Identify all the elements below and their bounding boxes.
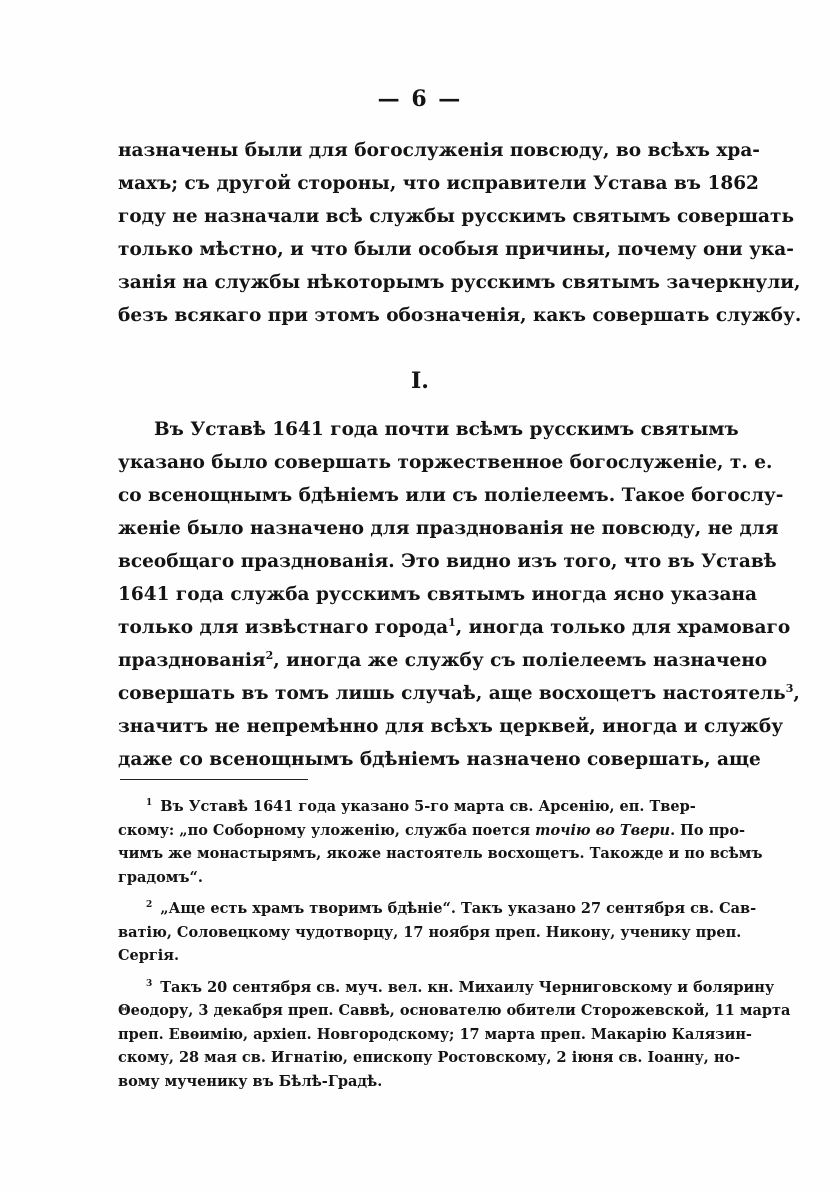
text-segment: празднованія — [118, 650, 266, 671]
text-line: всеобщаго празднованія. Это видно изъ того, что въ Уставѣ — [118, 551, 777, 572]
page-number: — 6 — — [377, 86, 463, 112]
text-line: даже со всенощнымъ бдѣніемъ назначено совершать, аще — [118, 749, 761, 770]
text-segment: , иногда только для храмоваго — [455, 617, 791, 638]
footnote-text: . По про- — [670, 821, 746, 839]
footnote-1-line: градомъ“. — [118, 868, 203, 886]
text-line: 1641 года служба русскимъ святымъ иногда ясно указана — [118, 584, 758, 605]
section-heading: I. — [411, 368, 429, 394]
text-line: году не назначали всѣ службы русскимъ святымъ совершать — [118, 206, 794, 227]
footnote-2-line: Сергія. — [118, 947, 180, 964]
footnote-ref[interactable]: 1 — [448, 615, 456, 629]
text-line: Въ Уставѣ 1641 года почти всѣмъ русскимъ святымъ — [154, 419, 739, 440]
footnote-divider — [120, 779, 308, 780]
text-segment: , — [793, 683, 800, 704]
text-line: безъ всякаго при этомъ обозначенія, какъ совершать службу. — [118, 305, 802, 326]
footnote-gap — [118, 889, 690, 897]
footnote-marker: 1 — [146, 798, 153, 809]
footnote-2-line: ватію, Соловецкому чудотворцу, 17 ноября преп. Никону, ученику преп. — [118, 923, 742, 941]
text-segment: только для извѣстнаго города — [118, 617, 449, 638]
footnote-text: Такъ 20 сентября св. муч. вел. кн. Михаилу Черниговскому и болярину — [160, 978, 775, 996]
text-line: махъ; съ другой стороны, что исправители Устава въ 1862 — [118, 173, 759, 194]
footnote-3-line: скому, 28 мая св. Игнатію, епископу Ростовскому, 2 іюня св. Іоанну, но- — [118, 1049, 741, 1066]
text-segment: совершать въ томъ лишь случаѣ, аще восхощетъ настоятель — [118, 683, 786, 704]
text-line — [118, 611, 791, 644]
footnote-1-line: чимъ же монастырямъ, якоже настоятель восхощетъ. Такожде и по всѣмъ — [118, 845, 763, 862]
main-paragraph — [118, 413, 800, 776]
text-line: только мѣстно, и что были особыя причины, почему они ука- — [118, 239, 794, 260]
footnote-marker: 3 — [146, 978, 153, 989]
footnote-3-line: Θеодору, 3 декабря преп. Саввѣ, основателю обители Сторожевской, 11 марта — [118, 1002, 791, 1019]
footnote-3-line: преп. Евѳимію, архіеп. Новгородскому; 17 марта преп. Макарію Калязин- — [118, 1025, 752, 1043]
text-line: назначены были для богослуженія повсюду, во всѣхъ хра- — [118, 140, 760, 161]
footnote-ref[interactable]: 2 — [265, 648, 274, 662]
text-segment: , иногда же службу съ полiелеемъ назначено — [273, 650, 768, 671]
footnote-1-line — [118, 795, 696, 819]
text-line: женіе было назначено для празднованія не повсюду, не для — [118, 518, 779, 539]
footnote-gap — [118, 968, 690, 976]
footnote-1-line — [118, 819, 746, 843]
footnote-2-line — [118, 897, 757, 921]
footnote-emphasis: точію во Твери — [535, 821, 671, 839]
footnote-3-line: вому мученику въ Бѣлѣ-Градѣ. — [118, 1072, 383, 1090]
footnotes — [118, 795, 791, 1093]
footnote-ref[interactable]: 3 — [785, 681, 794, 695]
footnote-3-line — [118, 976, 775, 1000]
text-line: занія на службы нѣкоторымъ русскимъ святымъ зачеркнули, — [118, 272, 801, 293]
text-line: значитъ не непремѣнно для всѣхъ церквей, иногда и службу — [118, 716, 784, 737]
footnote-text: скому: „по Соборному уложенію, служба поется — [118, 821, 536, 839]
text-line: указано было совершать торжественное богослуженіе, т. е. — [118, 452, 773, 473]
intro-paragraph — [118, 134, 802, 332]
footnote-text: Въ Уставѣ 1641 года указано 5-го марта св. Арсенію, еп. Твер- — [160, 798, 696, 815]
footnote-text: „Аще есть храмъ творимъ бдѣніе“. Такъ указано 27 сентября св. Сав- — [160, 900, 757, 917]
text-line: со всенощнымъ бдѣніемъ или съ полiелеемъ. Такое богослу- — [118, 485, 784, 506]
text-line — [118, 677, 800, 710]
footnote-marker: 2 — [146, 900, 153, 911]
text-line — [118, 644, 768, 677]
